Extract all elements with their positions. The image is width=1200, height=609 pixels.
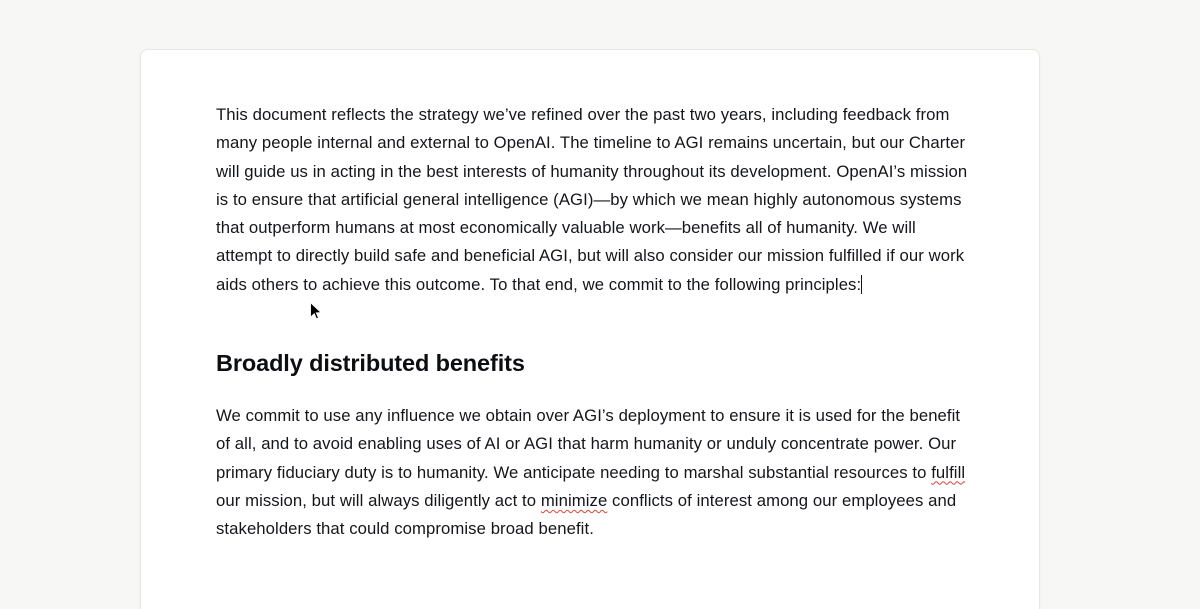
text-caret xyxy=(861,275,862,294)
document-card xyxy=(140,49,1040,609)
benefits-paragraph[interactable] xyxy=(216,402,968,543)
misspelled-word-fulfill[interactable]: fulfill xyxy=(931,462,966,482)
benefits-text-segment-2: our mission, but will always diligently act to xyxy=(216,490,541,510)
intro-paragraph[interactable] xyxy=(216,101,968,299)
intro-paragraph-text: This document reflects the strategy we’ve refined over the past two years, including feedback from many people internal and external to OpenAI. The timeline to AGI remains uncertain, but our Charter will guide us in acting in the best interests of humanity throughout its development. OpenAI’s mission is to ensure that artificial general intelligence (AGI)—by which we mean highly autonomous systems that outperform humans at most economically valuable work—benefits all of humanity. We will attempt to directly build safe and beneficial AGI, but will also consider our mission fulfilled if our work aids others to achieve this outcome. To that end, we commit to the following principles: xyxy=(216,105,968,294)
benefits-text-segment-3: conflicts of interest among our employees and stakeholders that could compromise broad benefit. xyxy=(216,490,957,539)
benefits-text-segment-1: We commit to use any influence we obtain over AGI’s deployment to ensure it is used for the benefit of all, and to avoid enabling uses of AI or AGI that harm humanity or unduly concentrate power. Our primary fiduciary duty is to humanity. We anticipate needing to marshal substantial resources to xyxy=(216,406,961,482)
document-editor-body[interactable] xyxy=(216,101,968,544)
section-heading-broadly-distributed-benefits[interactable]: Broadly distributed benefits xyxy=(216,350,525,377)
misspelled-word-minimize[interactable]: minimize xyxy=(540,490,608,510)
